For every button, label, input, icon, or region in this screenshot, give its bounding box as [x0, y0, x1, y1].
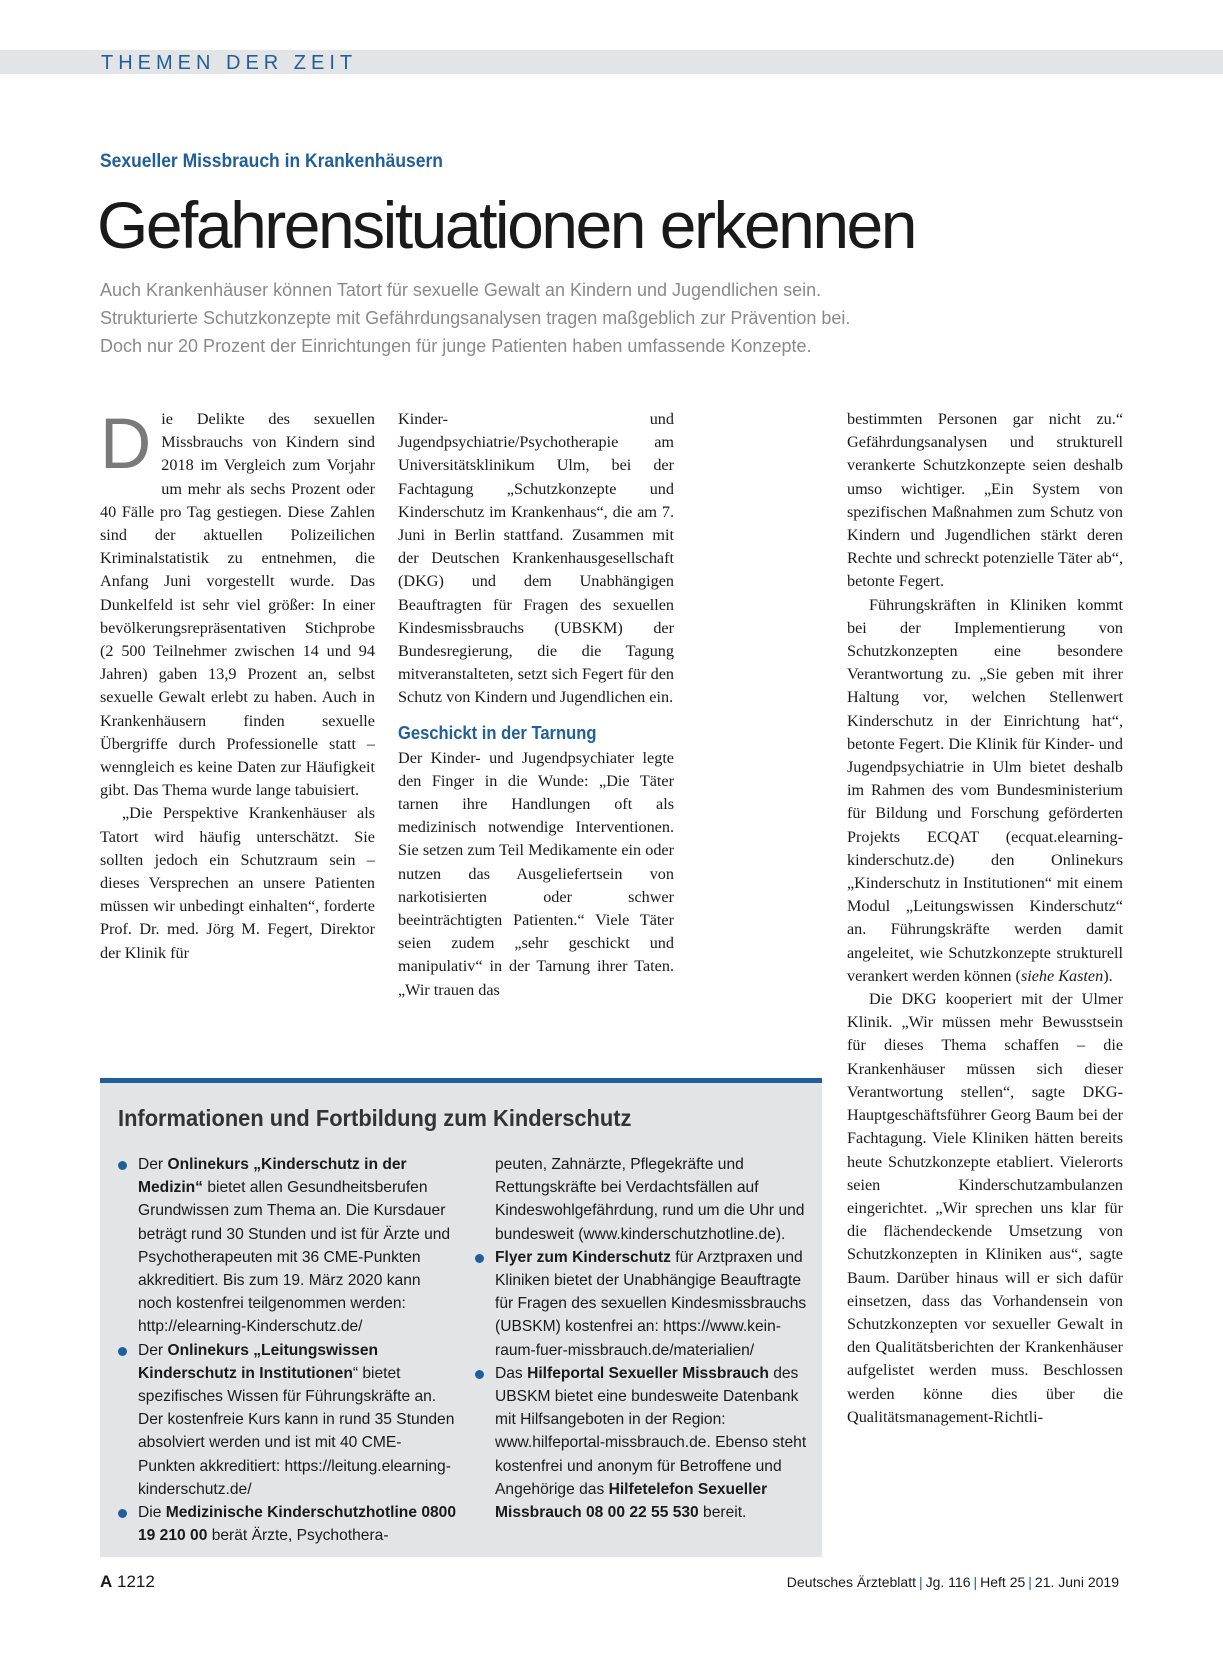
list-item	[495, 1246, 815, 1362]
separator: |	[973, 1574, 978, 1590]
page-prefix: A	[100, 1572, 113, 1591]
item-text: berät Ärzte, Psychothera-	[207, 1527, 389, 1545]
item-text: bietet allen Gesundheitsberufen Grundwissen zum Thema an. Die Kursdauer beträgt rund 30 Stunden und ist für Ärzte und Psychotherapeuten mit 36 CME-Punkten akkreditiert. Bis zum 19. März 2020 kann noch kostenfrei teilgenommen werden: http://elearning-Kinderschutz.de/	[138, 1179, 451, 1336]
item-emphasis: Flyer zum Kinderschutz	[495, 1248, 671, 1266]
bullet-icon	[475, 1254, 484, 1263]
item-emphasis: Hilfeportal Sexueller Missbrauch	[527, 1364, 769, 1382]
headline: Gefahrensituationen erkennen	[97, 188, 915, 262]
item-text: Die	[138, 1504, 166, 1522]
lead-line: Doch nur 20 Prozent der Einrichtungen für junge Patienten haben umfassende Konzepte.	[100, 336, 812, 356]
issue-date: 21. Juni 2019	[1034, 1574, 1119, 1590]
subheading: Geschickt in der Tarnung	[398, 722, 597, 743]
paragraph: Kinder- und Jugendpsychiatrie/Psychotherapie am Universitätsklinikum Ulm, bei der Fachtagung „Schutzkonzepte und Kinderschutz im Krankenhaus“, die am 7. Juni in Berlin stattfand. Zusammen mit der Deutschen Krankenhausgesellschaft (DKG) und dem Unabhängigen Beauftragten für Fragen des sexuellen Kindesmissbrauchs (UBSKM) der Bundesregierung, die die Tagung mitveranstalteten, setzt sich Fegert für den Schutz von Kindern und Jugendlichen ein.	[398, 410, 674, 707]
item-emphasis: Onlinekurs „Leitungswissen Kinderschutz in Institutionen	[138, 1341, 379, 1382]
list-item-continuation: peuten, Zahnärzte, Pflegekräfte und Rettungskräfte bei Verdachtsfällen auf Kindeswohlgefährdung, rund um die Uhr und bundesweit (www.kinderschutzhotline.de).	[495, 1156, 805, 1243]
paragraph-text: ie Delikte des sexuellen Missbrauchs von Kindern sind 2018 im Vergleich zum Vorjahr um mehr als sechs Prozent oder 40 Fälle pro Tag gestiegen. Diese Zahlen sind der aktuellen Polizeilichen Kriminalstatistik zu entnehmen, die Anfang Juni vorgestellt wurde. Das Dunkelfeld ist sehr viel größer: In einer bevölkerungsrepräsentativen Stichprobe (2 500 Teilnehmer zwischen 14 und 94 Jahren) gaben 13,9 Prozent an, selbst sexuelle Gewalt erlebt zu haben. Auch in Krankenhäusern finden sexuelle Übergriffe durch Professionelle statt – wenngleich es keine Daten zur Häufigkeit gibt. Das Thema wurde lange tabuisiert.	[100, 410, 375, 800]
info-box-column-2	[495, 1153, 815, 1524]
dropcap: D	[100, 405, 152, 484]
separator: |	[918, 1574, 923, 1590]
item-text: bereit.	[698, 1504, 747, 1522]
page-number	[100, 1572, 155, 1592]
bullet-icon	[475, 1370, 484, 1379]
lead-line: Strukturierte Schutzkonzepte mit Gefährdungsanalysen tragen maßgeblich zur Prävention bei.	[100, 308, 851, 328]
lead	[100, 276, 940, 360]
cross-reference: siehe Kasten	[1020, 966, 1104, 985]
paragraph	[847, 594, 1123, 988]
item-text: Der	[138, 1156, 168, 1173]
paragraph: Die DKG kooperiert mit der Ulmer Klinik. „Wir müssen mehr Bewusstsein für dieses Thema schaffen – die Krankenhäuser müssen sich dieser Verantwortung stellen“, sagte DKG-Hauptgeschäftsführer Georg Baum bei der Fachtagung. Viele Kliniken hätten bereits heute Schutzkonzepte etabliert. Vielerorts seien Kinderschutzambulanzen eingerichtet. „Wir sprechen uns klar für die flächendeckende Umsetzung von Schutzkonzepten in Kliniken aus“, sagte Baum. Darüber hinaus will er sich dafür einsetzen, dass das Vorhandensein von Schutzkonzepten vor sexueller Gewalt in den Qualitätsberichten der Krankenhäuser aufgelistet werden muss. Beschlossen werden könne dies über die Qualitätsmanagement-Richtli-	[847, 990, 1123, 1426]
list-item	[138, 1501, 458, 1547]
volume: Jg. 116	[925, 1574, 971, 1590]
item-text: Das	[495, 1364, 528, 1382]
paragraph-text: Führungskräften in Kliniken kommt bei der Implementierung von Schutzkonzepten eine besondere Verantwortung zu. „Sie geben mit ihrer Haltung vor, welchen Stellenwert Kinderschutz in der Einrichtung hat“, betonte Fegert. Die Klinik für Kinder- und Jugendpsychiatrie in Ulm bietet deshalb im Rahmen des vom Bundesministerium für Bildung und Forschung geförderten Projekts ECQAT (ecquat.elearning-kinderschutz.de) den Onlinekurs „Kinderschutz in Institutionen“ mit einem Modul „Leitungswissen Kinderschutz“ an. Führungskräfte werden damit angeleitet, wie Schutzkonzepte strukturell verankert werden können (	[847, 595, 1123, 985]
paragraph: Der Kinder- und Jugendpsychiater legte den Finger in die Wunde: „Die Täter tarnen ihre Handlungen oft als medizinisch notwendige Interventionen. Sie setzen zum Teil Medikamente ein oder nutzen das Ausgeliefertsein von narkotisierten oder schwer beeinträchtigten Patienten.“ Viele Täter seien zudem „sehr geschickt und manipulativ“ in der Tarnung ihrer Taten. „Wir trauen das	[398, 748, 674, 999]
footer-meta	[787, 1574, 1119, 1590]
item-text: “ bietet spezifisches Wissen für Führungskräfte an. Der kostenfreie Kurs kann in rund 35 Stunden absolviert werden und ist mit 40 CME-Punkten akkreditiert: https://leitung.elearning-kinderschutz.de/	[138, 1364, 455, 1498]
kicker: Sexueller Missbrauch in Krankenhäusern	[100, 151, 443, 172]
page-number-value: 1212	[117, 1572, 155, 1591]
item-emphasis: Hilfetelefon Sexueller Missbrauch 08 00 22 55 530	[495, 1480, 768, 1522]
separator: |	[1028, 1574, 1032, 1590]
paragraph: „Die Perspektive Krankenhäuser als Tatort wird häufig unterschätzt. Sie sollten jedoch ein Schutzraum sein – dieses Versprechen an unsere Patienten müssen wir unbedingt einhalten“, forderte Prof. Dr. med. Jörg M. Fegert, Direktor der Klinik für	[100, 804, 375, 962]
article-column-2	[398, 408, 674, 1002]
bullet-icon	[118, 1161, 127, 1170]
info-box	[100, 1078, 822, 1557]
paragraph-text: ).	[1103, 966, 1113, 985]
item-text: für Arztpraxen und Kliniken bietet der Unabhängige Beauftragte für Fragen des sexuellen Kindesmissbrauchs (UBSKM) kostenfrei an: https://www.kein-raum-fuer-missbrauch.de/materialien/	[495, 1248, 807, 1359]
bullet-icon	[118, 1347, 127, 1356]
info-box-column-1	[138, 1153, 458, 1547]
lead-line: Auch Krankenhäuser können Tatort für sexuelle Gewalt an Kindern und Jugendlichen sein.	[100, 280, 822, 300]
list-item	[138, 1339, 458, 1501]
paragraph: bestimmten Personen gar nicht zu.“ Gefährdungsanalysen und strukturell verankerte Schutzkonzepte seien deshalb umso wichtiger. „Ein System von spezifischen Maßnahmen zum Schutz von Kindern und Jugendlichen stärkt deren Rechte und schreckt potenzielle Täter ab“, betonte Fegert.	[847, 410, 1123, 591]
item-emphasis: Onlinekurs „Kinderschutz in der Medizin“	[138, 1156, 407, 1197]
list-item	[138, 1153, 458, 1339]
bullet-icon	[118, 1509, 127, 1518]
info-box-title: Informationen und Fortbildung zum Kinderschutz	[118, 1105, 632, 1131]
paragraph	[100, 405, 375, 802]
item-emphasis: Medizinische Kinderschutzhotline 0800 19 210 00	[138, 1504, 457, 1545]
article-column-3	[847, 408, 1123, 1429]
section-label: THEMEN DER ZEIT	[101, 52, 358, 74]
list-item	[495, 1362, 815, 1524]
issue: Heft 25	[980, 1574, 1026, 1590]
journal-name: Deutsches Ärzteblatt	[786, 1574, 916, 1590]
article-column-1	[100, 405, 375, 965]
item-text: des UBSKM bietet eine bundesweite Datenbank mit Hilfsangeboten in der Region: www.hilfeportal-missbrauch.de. Ebenso steht kostenfrei und anonym für Betroffene und Angehörige das	[495, 1364, 807, 1498]
item-text: Der	[138, 1341, 168, 1359]
